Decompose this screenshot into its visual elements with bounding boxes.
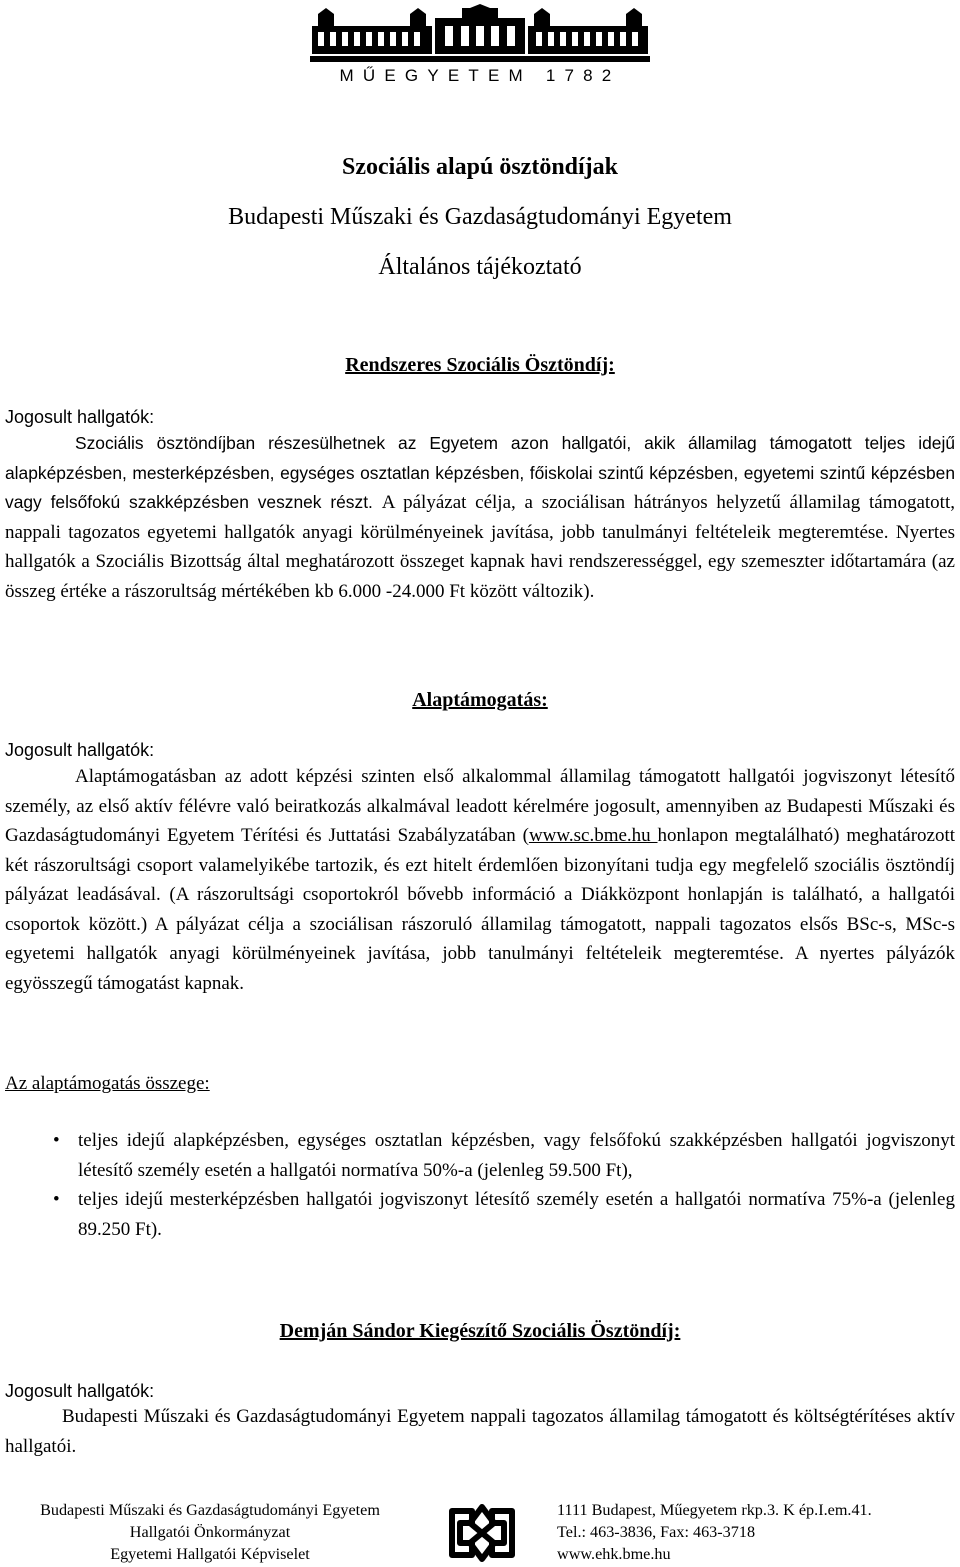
university-name: Budapesti Műszaki és Gazdaságtudományi Egyetem — [228, 204, 732, 230]
list-item-text: teljes idejű alapképzésben, egységes osztatlan képzésben, vagy felsőfokú szakképzésben hallgatói jogviszonyt létesítő személy esetén a hallgatói normatíva 50%-a (jelenleg 59.500 Ft), — [78, 1130, 955, 1181]
page-subtitle: Általános tájékoztató — [378, 254, 582, 280]
university-logo — [310, 4, 650, 86]
footer-phone: Tel.: 463-3836, Fax: 463-3718 — [557, 1523, 756, 1541]
bullet-icon: • — [53, 1189, 60, 1210]
list-item-text: teljes idejű mesterképzésben hallgatói jogviszonyt létesítő személy esetén a hallgatói normatíva 75%-a (jelenleg 89.250 Ft). — [78, 1189, 955, 1240]
section-paragraph — [5, 762, 955, 998]
footer-org-line: Hallgatói Önkormányzat — [129, 1523, 291, 1541]
paragraph-text-end: Nyertes hallgatók a Szociális Bizottság által meghatározott összeget kapnak havi rendszerességgel, egy szemeszter időtartamára (az összeg értéke a rászorultság mértékében kb 6.000 -24.000 Ft között változik). — [5, 521, 955, 602]
footer-website: www.ehk.bme.hu — [557, 1545, 671, 1563]
page-title: Szociális alapú ösztöndíjak — [341, 154, 619, 180]
paragraph-text: Alaptámogatásban az adott képzési szinten első alkalommal államilag támogatott hallgatói jogviszonyt létesítő személy, az első aktív félévre való beiratkozás alkalmával leadott kérelmére jogosult, amennyiben az Budapesti Műszaki és Gazdaságtudományi Egyetem Térítési és Juttatási Szabályzatában ( — [5, 766, 955, 846]
sc-bme-link[interactable]: www.sc.bme.hu — [528, 825, 658, 846]
footer-org-line: Budapesti Műszaki és Gazdaságtudományi Egyetem — [40, 1501, 380, 1519]
paragraph-text-serif: A pályázat célja, a szociálisan hátrányos helyzetű államilag támogatott, nappali tagozatos egyetemi hallgatók anyagi körülményeinek javítása, jobb tanulmányi feltételeik megteremtése. — [5, 492, 955, 543]
paragraph-text: honlapon megtalálható) meghatározott két rászorultsági csoport valamelyikébe tartozik, és ezt hitelt érdemlően bizonyítani tudja egy megfelelő szociális ösztöndíj pályázat leadásával. (A rászorultsági csoportokról bővebb információ a Diákközpont honlapján is található, a hallgatói csoportok között.) A pályázat célja a szociálisan rászoruló államilag támogatott, nappali tagozatos elsős BSc-s, MSc-s egyetemi hallgatók anyagi körülményeinek javítása, jobb tanulmányi feltételeik megteremtése. A nyertes pályázók egyösszegű támogatást kapnak. — [5, 825, 956, 994]
amount-list — [45, 1126, 955, 1244]
section-heading-demjan: Demján Sándor Kiegészítő Szociális Ösztöndíj: — [279, 1320, 681, 1342]
section-heading-alaptamogatas: Alaptámogatás: — [412, 689, 548, 711]
footer-address: 1111 Budapest, Műegyetem rkp.3. K ép.I.em.41. — [557, 1501, 872, 1519]
list-item — [45, 1126, 955, 1185]
page-footer — [0, 1499, 960, 1567]
eligible-label: Jogosult hallgatók: — [5, 407, 155, 427]
logo-text: MŰEGYETEM 1782 — [339, 66, 621, 85]
footer-contact — [557, 1499, 957, 1565]
paragraph-text: Szociális ösztöndíjban részesülhetnek az Egyetem azon hallgatói, akik államilag támogatott teljes idejű alapképzésben, mesterképzésben, egységes osztatlan képzésben, főiskolai szintű képzésben, egyetemi szintű képzésben vagy felsőfokú szakképzésben vesznek részt. — [5, 433, 955, 512]
eligible-label: Jogosult hallgatók: — [5, 1381, 155, 1401]
bullet-icon: • — [53, 1130, 60, 1151]
list-item — [45, 1185, 955, 1244]
building-logo-icon — [310, 4, 650, 64]
paragraph-text: Budapesti Műszaki és Gazdaságtudományi Egyetem nappali tagozatos államilag támogatott és költségtérítéses aktív hallgatói. — [5, 1406, 955, 1457]
ehk-logo-icon — [442, 1501, 522, 1565]
footer-org-line: Egyetemi Hallgatói Képviselet — [110, 1545, 310, 1563]
footer-org — [5, 1499, 415, 1565]
section-paragraph — [5, 1402, 955, 1461]
section-paragraph — [5, 429, 955, 606]
section-heading-rendszeres: Rendszeres Szociális Ösztöndíj: — [345, 354, 615, 376]
amount-label: Az alaptámogatás összege: — [5, 1073, 210, 1094]
eligible-label: Jogosult hallgatók: — [5, 740, 155, 760]
